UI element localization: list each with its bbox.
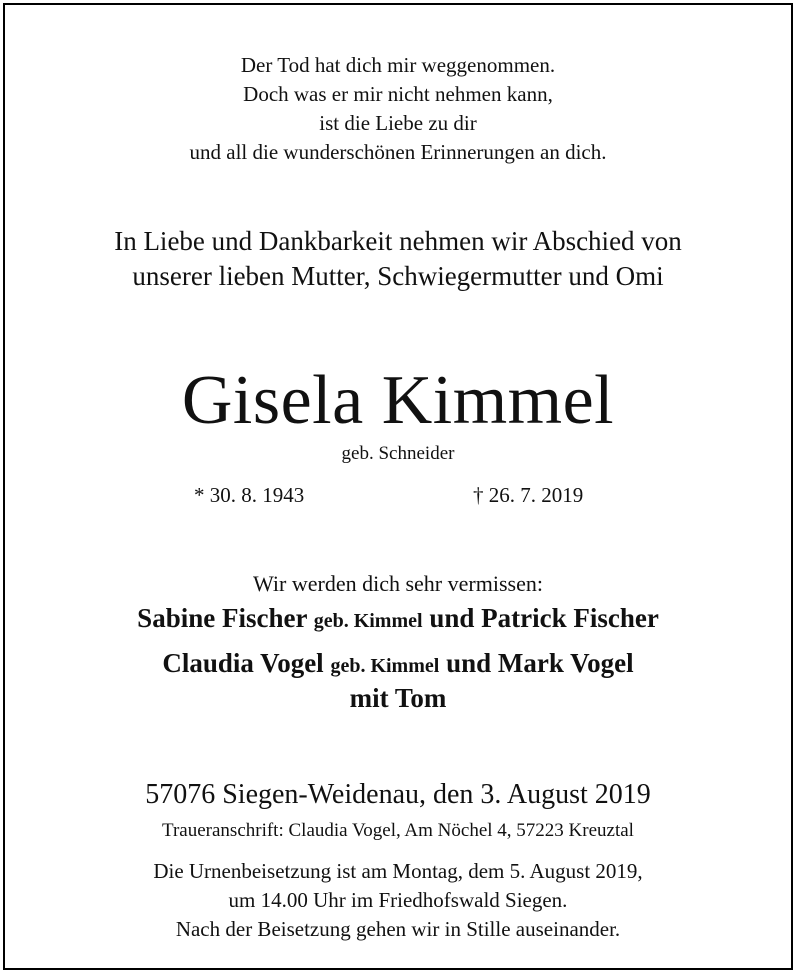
- mourner-2-rest: und Mark Vogel: [446, 648, 634, 678]
- mourners-intro: Wir werden dich sehr vermissen:: [253, 571, 543, 596]
- mourner-1-rest: und Patrick Fischer: [429, 603, 659, 633]
- maiden-name: geb. Schneider: [341, 443, 455, 464]
- birth-date: * 30. 8. 1943: [194, 483, 305, 507]
- mourner-family-1: [5, 603, 791, 634]
- mourner-1-nee: geb. Kimmel: [313, 610, 423, 632]
- mourning-address: Traueranschrift: Claudia Vogel, Am Nöchel 4, 57223 Kreuztal: [162, 820, 634, 841]
- intro-line-2: unserer lieben Mutter, Schwiegermutter und Omi: [132, 261, 664, 291]
- poem-line-2: Doch was er mir nicht nehmen kann,: [243, 82, 553, 106]
- burial-line-2: um 14.00 Uhr im Friedhofswald Siegen.: [228, 888, 568, 912]
- poem-line-3: ist die Liebe zu dir: [319, 111, 477, 135]
- poem-line-4: und all die wunderschönen Erinnerungen an dich.: [189, 140, 607, 164]
- mourner-family-2-extra: mit Tom: [349, 683, 447, 713]
- poem-line-1: Der Tod hat dich mir weggenommen.: [240, 53, 556, 77]
- place-and-date: 57076 Siegen-Weidenau, den 3. August 2019: [145, 779, 651, 810]
- deceased-name: Gisela Kimmel: [181, 362, 615, 439]
- obituary-notice: [3, 3, 793, 970]
- intro-line-1: In Liebe und Dankbarkeit nehmen wir Abschied von: [114, 226, 682, 256]
- mourner-2-nee: geb. Kimmel: [330, 655, 440, 677]
- burial-line-3: Nach der Beisetzung gehen wir in Stille auseinander.: [175, 917, 621, 941]
- mourner-1-name: Sabine Fischer: [137, 603, 307, 633]
- mourner-2-name: Claudia Vogel: [162, 648, 324, 678]
- life-dates: [5, 483, 791, 511]
- burial-line-1: Die Urnenbeisetzung ist am Montag, dem 5. August 2019,: [153, 859, 643, 883]
- death-date: † 26. 7. 2019: [473, 483, 584, 507]
- mourner-family-2: [5, 648, 791, 679]
